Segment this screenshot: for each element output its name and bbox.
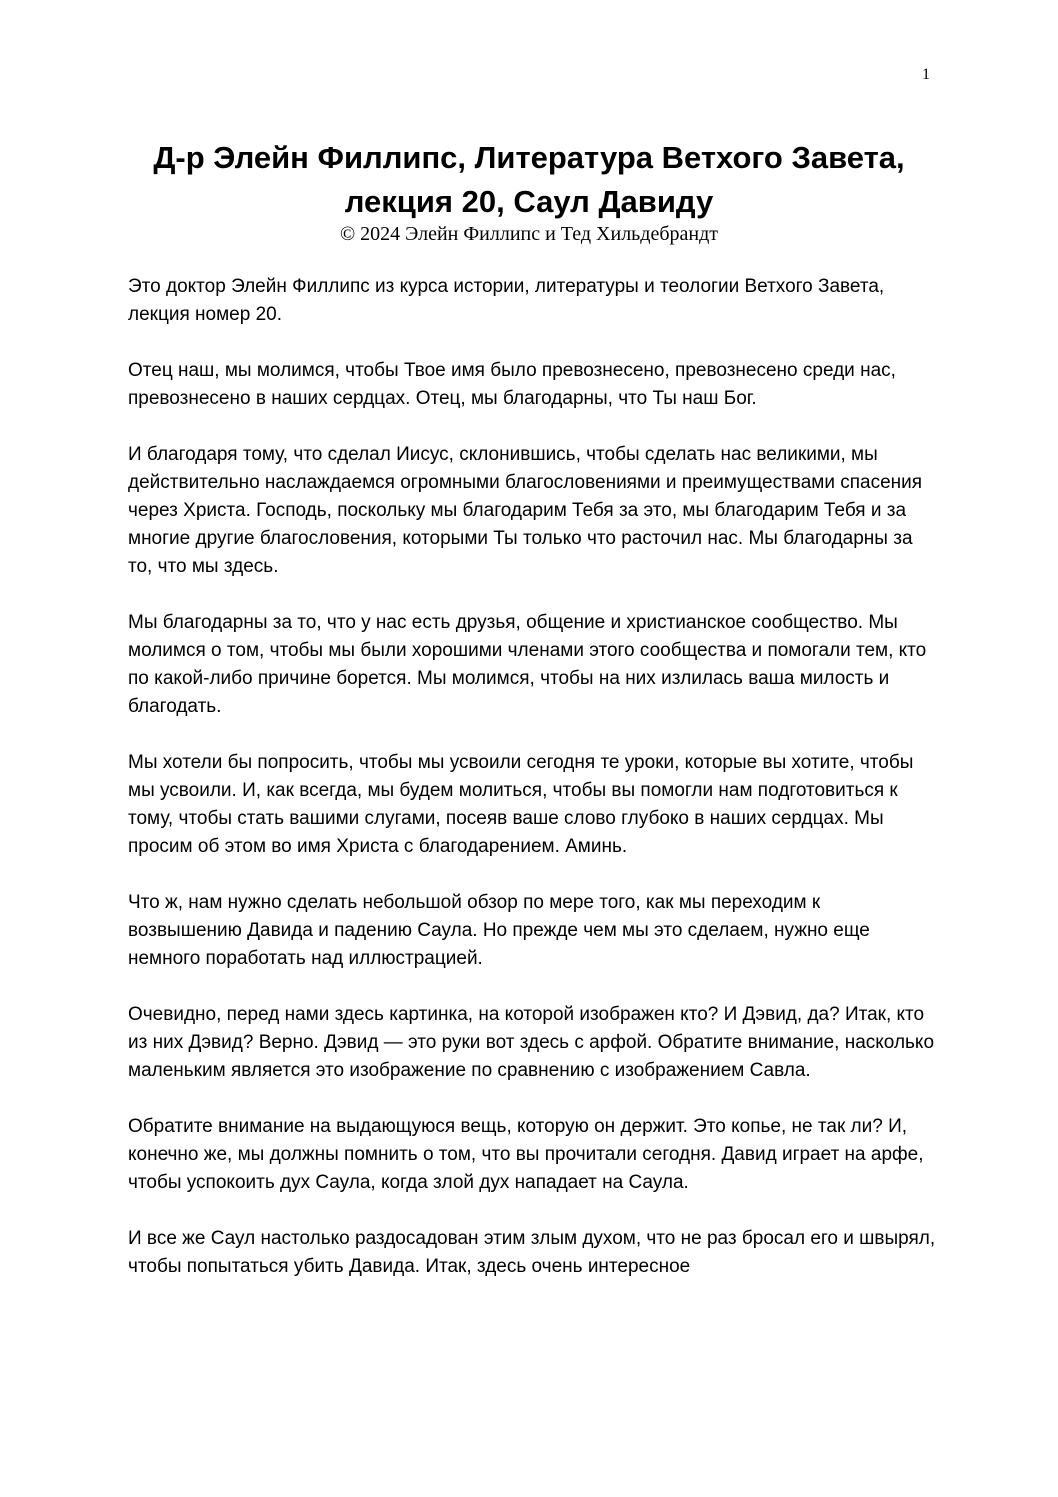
title-line-1: Д-р Элейн Филлипс, Литература Ветхого Завета, bbox=[153, 140, 905, 175]
copyright-notice: © 2024 Элейн Филлипс и Тед Хильдебрандт bbox=[339, 223, 719, 245]
page-number: 1 bbox=[922, 66, 930, 83]
paragraph: Отец наш, мы молимся, чтобы Твое имя было превознесено, превознесено среди нас, превознесено в наших сердцах. Отец, мы благодарны, что Ты наш Бог. bbox=[128, 360, 896, 409]
paragraph: Очевидно, перед нами здесь картинка, на которой изображен кто? И Дэвид, да? Итак, кто из них Дэвид? Верно. Дэвид — это руки вот здесь с арфой. Обратите внимание, насколько маленьким является это изображение по сравнению с изображением Савла. bbox=[128, 1004, 935, 1081]
paragraph: Мы хотели бы попросить, чтобы мы усвоили сегодня те уроки, которые вы хотите, чтобы мы усвоили. И, как всегда, мы будем молиться, чтобы вы помогли нам подготовиться к тому, чтобы стать вашими слугами, посеяв ваше слово глубоко в наших сердцах. Мы просим об этом во имя Христа с благодарением. Аминь. bbox=[128, 752, 914, 857]
title-line-2: лекция 20, Саул Давиду bbox=[344, 184, 714, 219]
paragraph: И благодаря тому, что сделал Иисус, склонившись, чтобы сделать нас великими, мы действительно наслаждаемся огромными благословениями и преимуществами спасения через Христа. Господь, поскольку мы благодарим Тебя за это, мы благодарим Тебя и за многие другие благословения, которыми Ты только что расточил нас. Мы благодарны за то, что мы здесь. bbox=[128, 444, 923, 577]
document-title bbox=[100, 136, 958, 224]
paragraph: Это доктор Элейн Филлипс из курса истории, литературы и теологии Ветхого Завета, лекция номер 20. bbox=[128, 276, 885, 325]
paragraph: Что ж, нам нужно сделать небольшой обзор по мере того, как мы переходим к возвышению Давида и падению Саула. Но прежде чем мы это сделаем, нужно еще немного поработать над иллюстрацией. bbox=[128, 892, 870, 969]
paragraph: И все же Саул настолько раздосадован этим злым духом, что не раз бросал его и швырял, чтобы попытаться убить Давида. Итак, здесь очень интересное bbox=[128, 1228, 936, 1277]
paragraph: Обратите внимание на выдающуюся вещь, которую он держит. Это копье, не так ли? И, конечно же, мы должны помнить о том, что вы прочитали сегодня. Давид играет на арфе, чтобы успокоить дух Саула, когда злой дух нападает на Саула. bbox=[128, 1116, 924, 1193]
document-body bbox=[128, 273, 936, 1309]
paragraph: Мы благодарны за то, что у нас есть друзья, общение и христианское сообщество. Мы молимся о том, чтобы мы были хорошими членами этого сообщества и помогали тем, кто по какой-либо причине борется. Мы молимся, чтобы на них излилась ваша милость и благодать. bbox=[128, 612, 927, 717]
